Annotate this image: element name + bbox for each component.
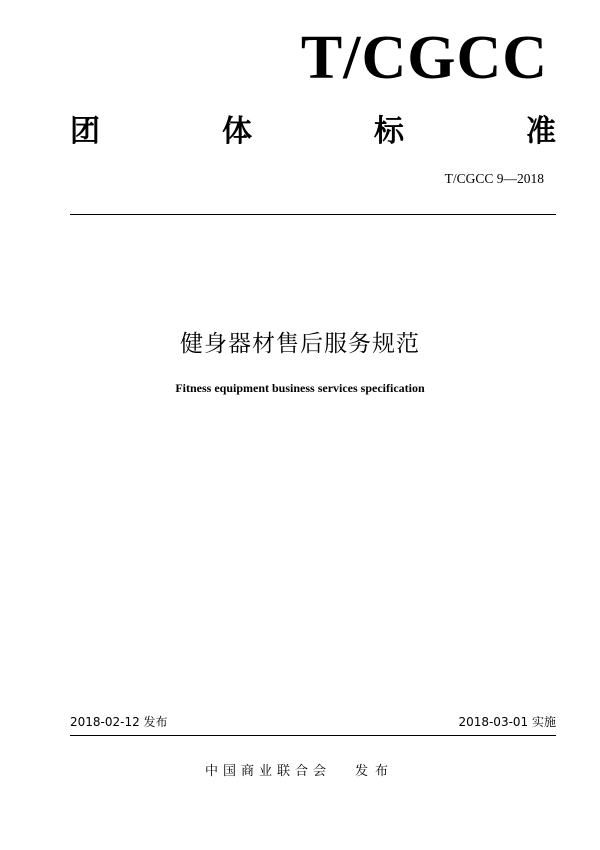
publisher-organization: 中国商业联合会: [204, 764, 331, 779]
footer-divider: [70, 735, 556, 736]
issue-date: 2018-02-12 发布: [70, 715, 168, 729]
document-type-char: 准: [526, 114, 556, 149]
document-type-char: 标: [374, 114, 404, 149]
implementation-date: 2018-03-01 实施: [458, 715, 556, 729]
publisher-action: 发布: [355, 764, 396, 779]
organization-logo-text: T/CGCC: [300, 24, 548, 92]
document-type-char: 体: [222, 114, 252, 149]
title-chinese: 健身器材售后服务规范: [180, 331, 420, 357]
publisher-line: [0, 763, 600, 781]
standard-number: T/CGCC 9—2018: [444, 171, 544, 186]
header-divider: [70, 214, 556, 215]
document-type-char: 团: [70, 114, 100, 149]
title-english: Fitness equipment business services specification: [175, 381, 425, 395]
document-type: [70, 112, 556, 152]
